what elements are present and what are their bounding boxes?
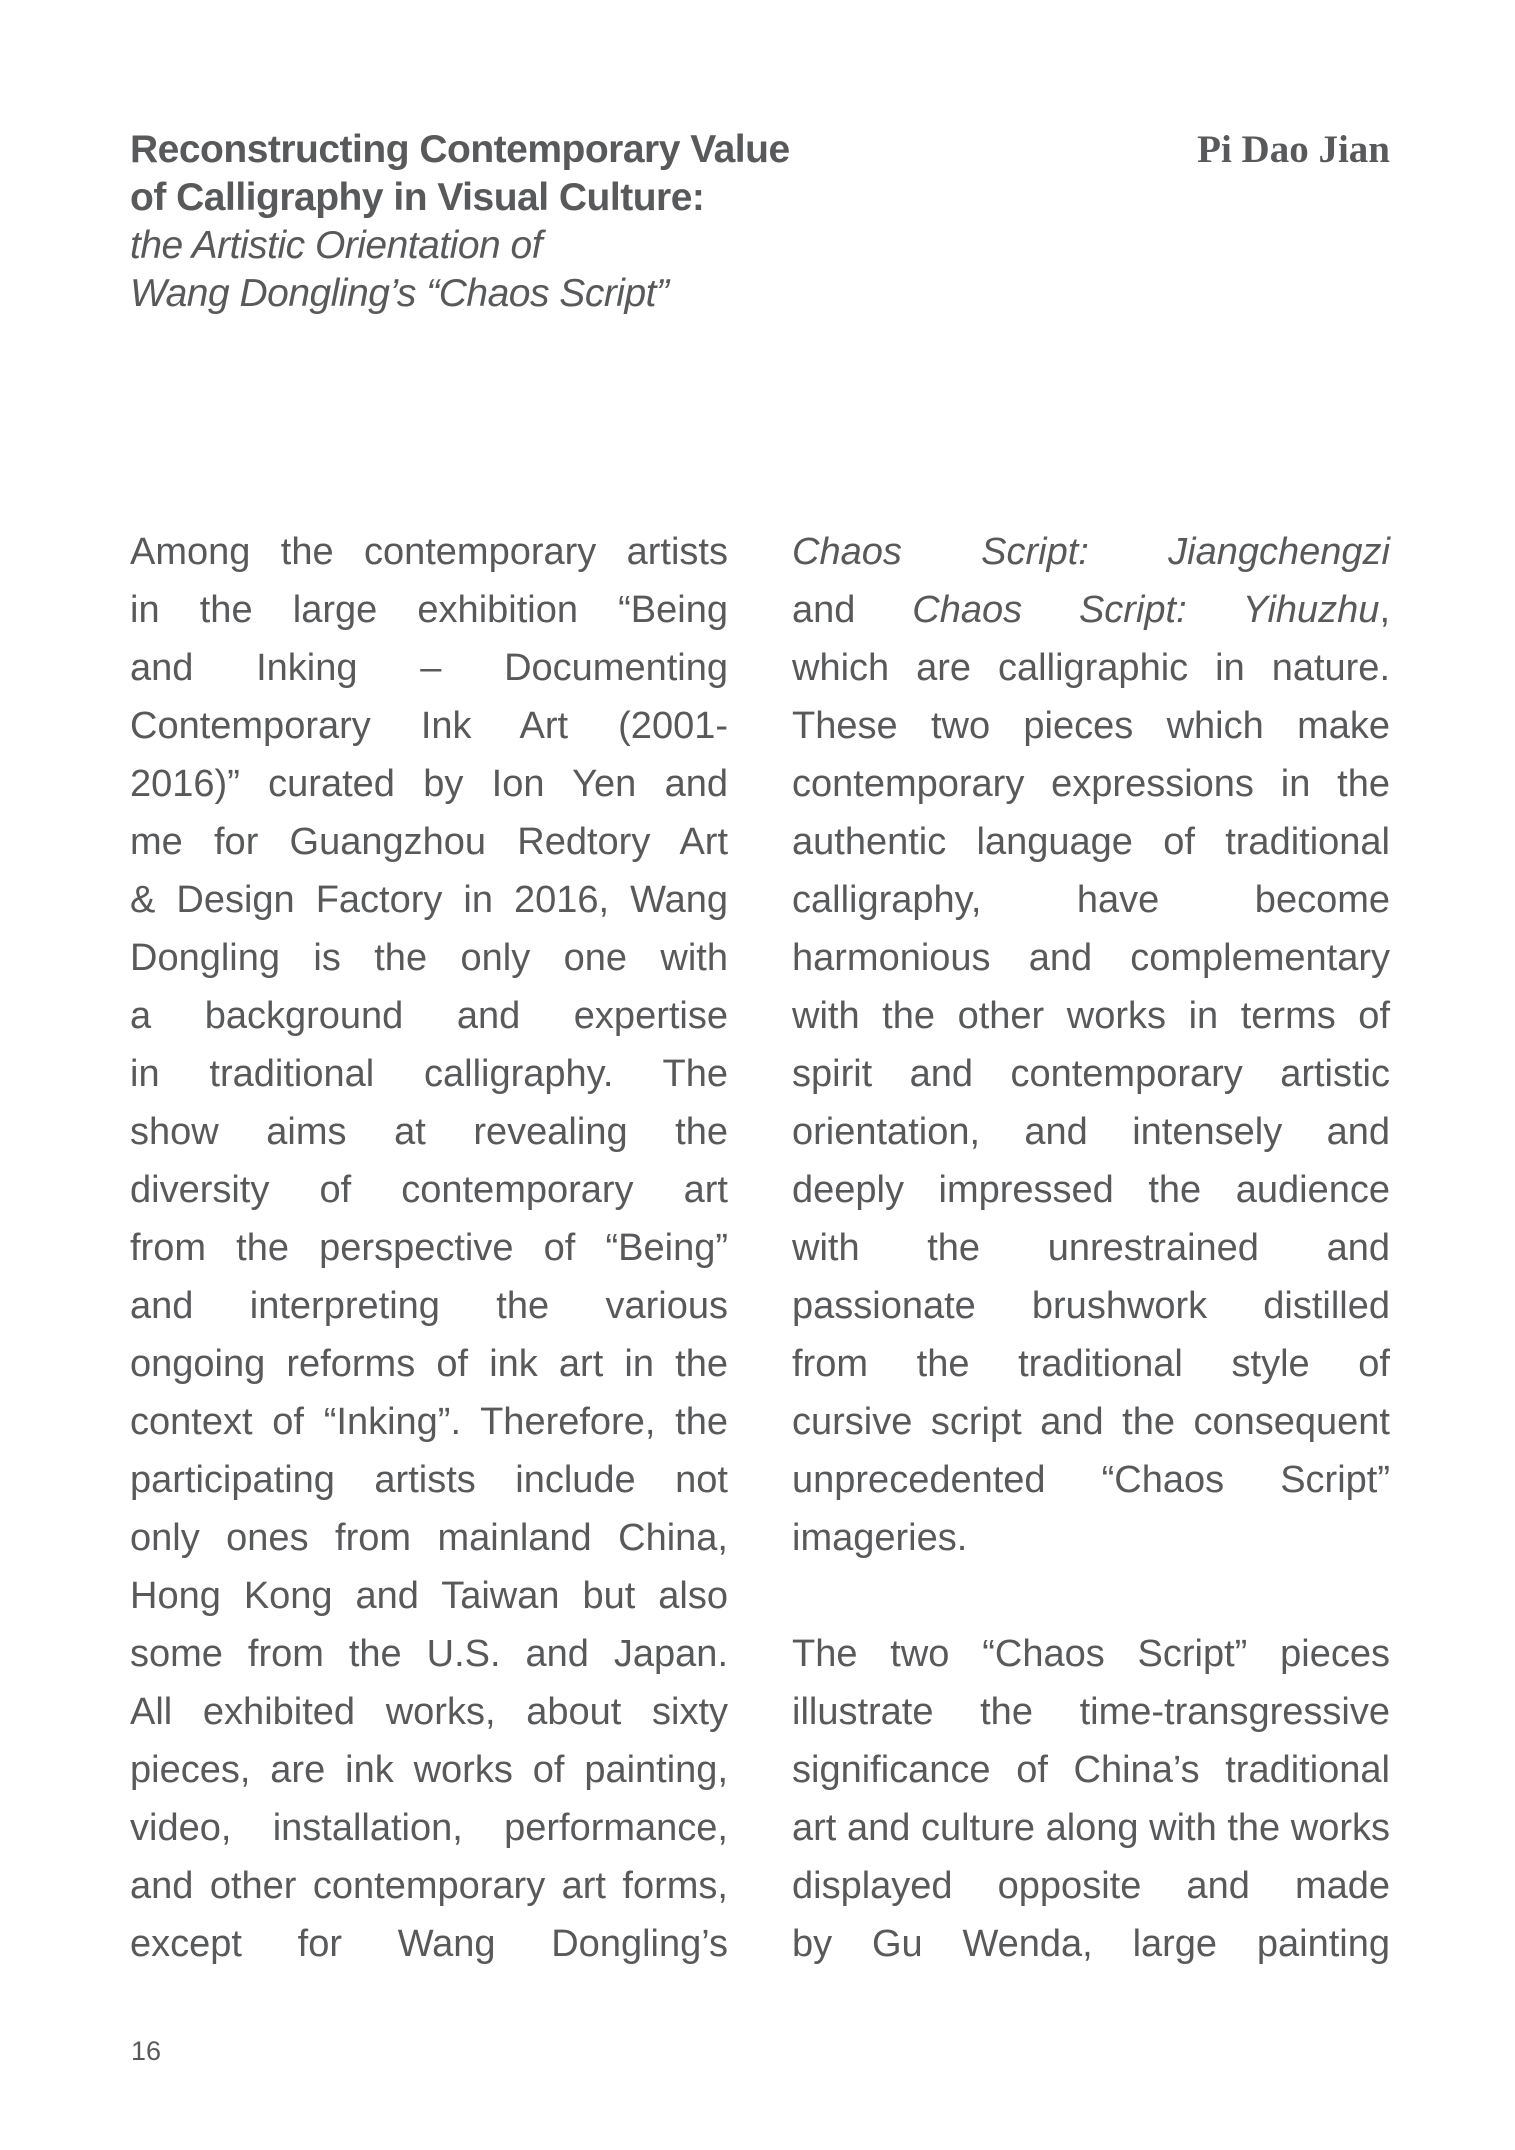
body-line: displayed opposite and made	[792, 1865, 1390, 1907]
body-line: These two pieces which make	[792, 705, 1390, 747]
artwork-title: Chaos Script: Jiangchengzi	[792, 531, 1390, 573]
body-line: art and culture along with the works	[792, 1807, 1390, 1849]
body-line: orientation, and intensely and	[792, 1111, 1390, 1153]
body-line: unprecedented “Chaos Script”	[792, 1459, 1390, 1501]
body-line: harmonious and complementary	[792, 937, 1390, 979]
body-line: imageries.	[792, 1517, 968, 1559]
body-line: show aims at revealing the	[130, 1111, 728, 1153]
body-line: me for Guangzhou Redtory Art	[130, 821, 728, 863]
body-line: from the perspective of “Being”	[130, 1227, 728, 1269]
article-title-block	[130, 126, 950, 318]
body-line: significance of China’s traditional	[792, 1749, 1390, 1791]
body-line: a background and expertise	[130, 995, 728, 1037]
article-subtitle-line-1: the Artistic Orientation of	[130, 224, 543, 267]
body-line: and Inking – Documenting	[130, 647, 728, 689]
right-column	[792, 523, 1390, 1973]
body-line: authentic language of traditional	[792, 821, 1390, 863]
body-line: which are calligraphic in nature.	[792, 647, 1390, 689]
body-text: and	[792, 589, 913, 631]
body-line: spirit and contemporary artistic	[792, 1053, 1390, 1095]
body-line: Dongling is the only one with	[130, 937, 728, 979]
body-line: context of “Inking”. Therefore, the	[130, 1401, 728, 1443]
body-line: 2016)” curated by Ion Yen and	[130, 763, 728, 805]
body-line: in traditional calligraphy. The	[130, 1053, 728, 1095]
body-line: pieces, are ink works of painting,	[130, 1749, 728, 1791]
page-number: 16	[131, 2036, 162, 2066]
body-line: Among the contemporary artists	[130, 531, 728, 573]
body-line: only ones from mainland China,	[130, 1517, 728, 1559]
body-line: except for Wang Dongling’s	[130, 1923, 728, 1965]
body-line: from the traditional style of	[792, 1343, 1390, 1385]
body-line: Hong Kong and Taiwan but also	[130, 1575, 728, 1617]
body-line: diversity of contemporary art	[130, 1169, 728, 1211]
body-line: ongoing reforms of ink art in the	[130, 1343, 728, 1385]
body-line: and interpreting the various	[130, 1285, 728, 1327]
body-line: by Gu Wenda, large painting	[792, 1923, 1390, 1965]
body-text: ,	[1379, 589, 1390, 631]
body-line: video, installation, performance,	[130, 1807, 728, 1849]
body-line: passionate brushwork distilled	[792, 1285, 1390, 1327]
body-line: deeply impressed the audience	[792, 1169, 1390, 1211]
body-line: some from the U.S. and Japan.	[130, 1633, 728, 1675]
body-line: contemporary expressions in the	[792, 763, 1390, 805]
author-name: Pi Dao Jian	[1197, 128, 1390, 171]
body-line	[792, 523, 1390, 581]
body-line	[792, 581, 1390, 639]
body-line: calligraphy, have become	[792, 879, 1390, 921]
article-title-line-1: Reconstructing Contemporary Value	[130, 128, 790, 171]
body-line: illustrate the time-transgressive	[792, 1691, 1390, 1733]
artwork-title: Chaos Script: Yihuzhu	[912, 589, 1380, 631]
body-line: cursive script and the consequent	[792, 1401, 1390, 1443]
article-title-line-2: of Calligraphy in Visual Culture:	[130, 176, 705, 219]
body-line: All exhibited works, about sixty	[130, 1691, 728, 1733]
body-line: in the large exhibition “Being	[130, 589, 728, 631]
body-line: participating artists include not	[130, 1459, 728, 1501]
body-line: Contemporary Ink Art (2001-	[130, 705, 728, 747]
body-line: and other contemporary art forms,	[130, 1865, 728, 1907]
body-line: with the unrestrained and	[792, 1227, 1390, 1269]
body-line: The two “Chaos Script” pieces	[792, 1633, 1390, 1675]
body-line: with the other works in terms of	[792, 995, 1390, 1037]
paragraph-gap	[792, 1567, 1390, 1625]
left-column	[130, 523, 728, 1973]
body-line: & Design Factory in 2016, Wang	[130, 879, 728, 921]
article-subtitle-line-2: Wang Dongling’s “Chaos Script”	[130, 272, 669, 315]
